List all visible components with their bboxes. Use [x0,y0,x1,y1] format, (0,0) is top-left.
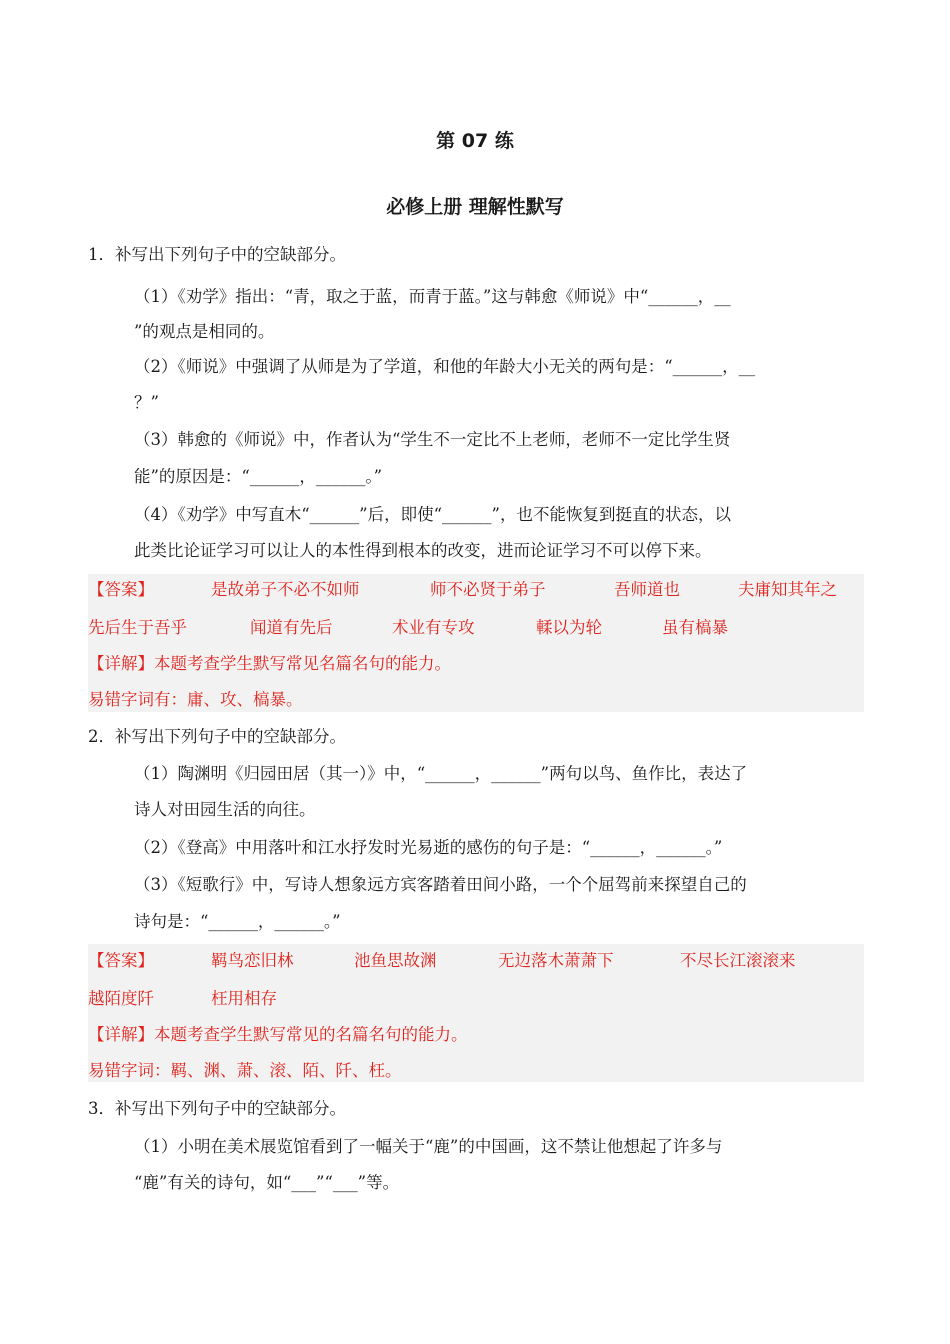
question-2-stem: 2．补写出下列句子中的空缺部分。 [88,727,346,746]
question-1-item-1-line-1: （1）《劝学》指出：“青，取之于蓝，而青于蓝。”这与韩愈《师说》中“______，__ [134,287,731,306]
question-1-stem: 1．补写出下列句子中的空缺部分。 [88,245,346,264]
question-1-item-3-line-1: （3）韩愈的《师说》中，作者认为“学生不一定比不上老师，老师不一定比学生贤 [134,430,731,449]
question-2-answer: 不尽长江滚滚来 [680,951,796,970]
question-1-item-4-line-1: （4）《劝学》中写直木“______”后，即使“______”，也不能恢复到挺直的状态，以 [134,505,731,524]
question-1-answer: 是故弟子不必不如师 [211,580,360,599]
question-1-answer: 先后生于吾乎 [88,618,187,637]
page-subtitle: 必修上册 理解性默写 [386,196,564,218]
page-title: 第 07 练 [436,130,514,152]
question-1-answer: 夫庸知其年之 [738,580,837,599]
question-2-item-1-line-1: （1）陶渊明《归园田居（其一）》中，“______，______”两句以鸟、鱼作比，表达了 [134,764,748,783]
question-1-item-3-line-2: 能”的原因是：“______，______。” [134,467,383,486]
question-1-answer: 輮以为轮 [536,618,602,637]
question-2-item-1-line-2: 诗人对田园生活的向往。 [134,800,316,819]
question-2-answer: 池鱼思故渊 [354,951,437,970]
question-2-typo-note: 易错字词：羁、渊、萧、滚、陌、阡、枉。 [88,1061,402,1080]
question-2-item-3-line-2: 诗句是：“______，______。” [134,912,341,931]
question-1-answer: 术业有专攻 [392,618,475,637]
question-2-detail: 【详解】本题考查学生默写常见的名篇名句的能力。 [88,1025,468,1044]
question-2-answer: 羁鸟恋旧林 [211,951,294,970]
question-1-item-1-line-2: ”的观点是相同的。 [134,322,275,341]
question-1-item-2-line-2: ？” [134,393,159,412]
question-2-item-3-line-1: （3）《短歌行》中，写诗人想象远方宾客踏着田间小路，一个个屈驾前来探望自己的 [134,875,747,894]
question-2-answer: 无边落木萧萧下 [498,951,614,970]
question-1-item-2-line-1: （2）《师说》中强调了从师是为了学道，和他的年龄大小无关的两句是：“______，__ [134,357,756,376]
question-2-item-2-line-1: （2）《登高》中用落叶和江水抒发时光易逝的感伤的句子是：“______，______。” [134,838,723,857]
question-1-answer: 师不必贤于弟子 [430,580,546,599]
question-1-answer: 闻道有先后 [250,618,333,637]
question-1-detail: 【详解】本题考查学生默写常见名篇名句的能力。 [88,654,451,673]
question-1-answer: 吾师道也 [614,580,680,599]
question-3-item-1-line-2: “鹿”有关的诗句，如“___”“___”等。 [134,1173,400,1192]
question-1-answer-label: 【答案】 [88,580,154,599]
question-3-item-1-line-1: （1）小明在美术展览馆看到了一幅关于“鹿”的中国画，这不禁让他想起了许多与 [134,1137,723,1156]
question-2-answer-label: 【答案】 [88,951,154,970]
question-2-answer: 枉用相存 [211,989,277,1008]
question-1-answer: 虽有槁暴 [662,618,728,637]
question-1-item-4-line-2: 此类比论证学习可以让人的本性得到根本的改变，进而论证学习不可以停下来。 [134,541,712,560]
question-1-typo-note: 易错字词有：庸、攻、槁暴。 [88,690,303,709]
question-2-answer: 越陌度阡 [88,989,154,1008]
question-3-stem: 3．补写出下列句子中的空缺部分。 [88,1099,346,1118]
